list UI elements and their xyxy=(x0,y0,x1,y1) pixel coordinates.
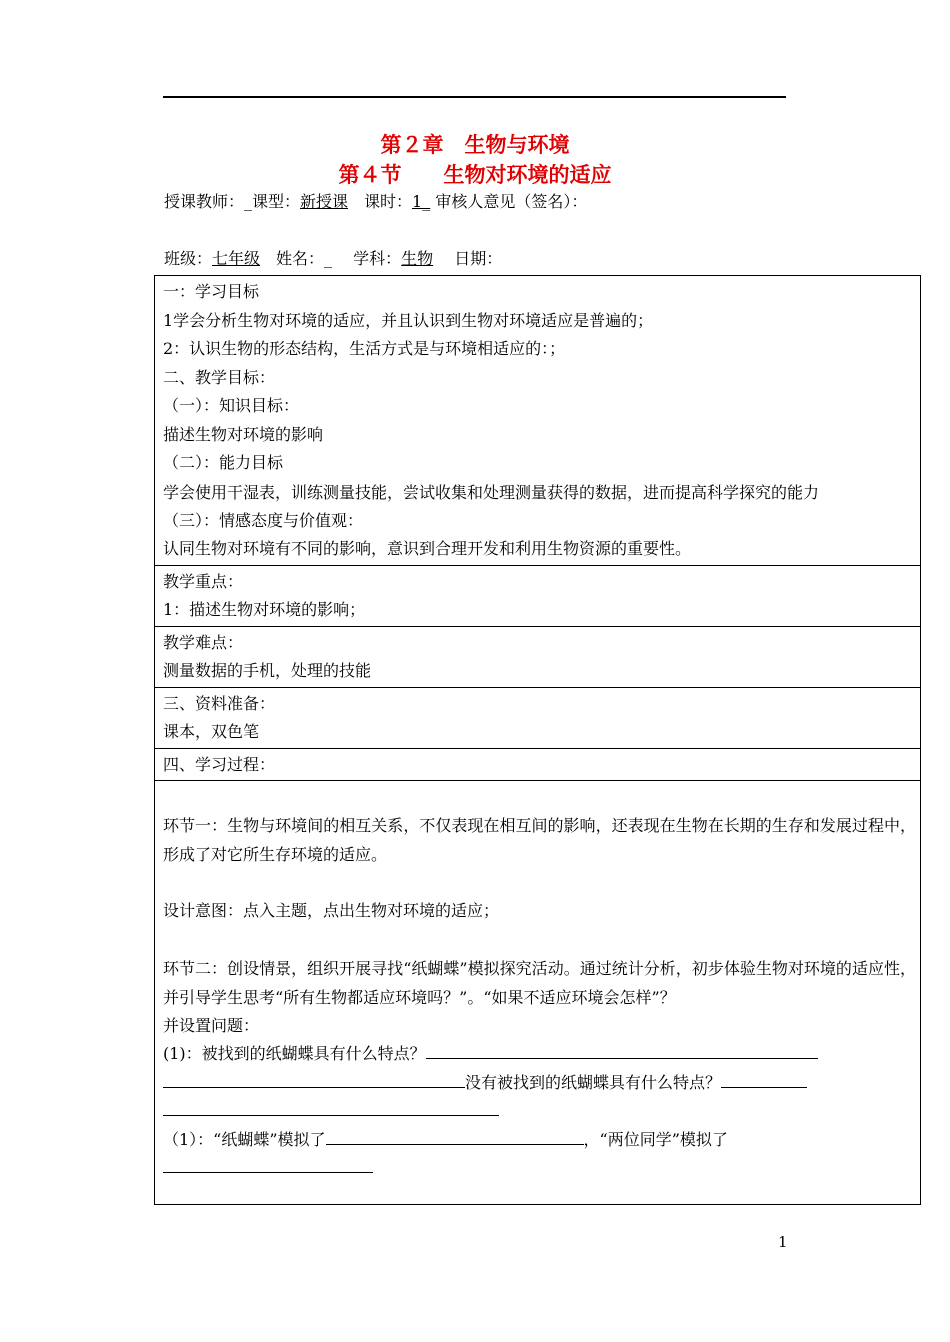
class-label: 班级： xyxy=(164,249,213,268)
lesson-plan-table xyxy=(154,275,921,1205)
key-points-heading: 教学重点： xyxy=(163,571,244,591)
materials-section xyxy=(155,688,920,749)
review-label: 审核人意见（签名）： xyxy=(430,192,588,211)
emotion-goal-text: 认同生物对环境有不同的影响，意识到合理开发和利用生物资源的重要性。 xyxy=(163,539,692,558)
goal-item-1: 1学会分析生物对环境的适应，并且认识到生物对环境适应是普遍的； xyxy=(163,310,654,330)
subject-value: 生物 xyxy=(401,249,434,268)
difficulties-section xyxy=(155,627,920,688)
knowledge-goal-text: 描述生物对环境的影响 xyxy=(163,424,324,444)
question-2b-line xyxy=(163,1154,916,1183)
class-value: 七年级 xyxy=(212,249,261,268)
ability-goal-text: 学会使用干湿表，训练测量技能，尝试收集和处理测量获得的数据，进而提高科学探究的能力 xyxy=(163,482,820,502)
meta-line-teacher xyxy=(164,190,587,214)
teaching-goals-heading: 二、教学目标： xyxy=(163,367,276,387)
key-point-item-1: 1：描述生物对环境的影响； xyxy=(163,600,366,619)
date-label: 日期： xyxy=(433,249,503,268)
page-number: 1 xyxy=(778,1233,788,1251)
goals-section xyxy=(155,276,920,566)
question-2b-text: ，“两位同学”模拟了 xyxy=(583,1129,728,1149)
question-2-line xyxy=(163,1126,916,1155)
question-1b-text: 没有被找到的纸蝴蝶具有什么特点？ xyxy=(465,1072,722,1092)
answer-blank[interactable] xyxy=(326,1126,584,1145)
teacher-label: 授课教师：_课型： xyxy=(164,192,301,211)
name-subject-label: 姓名：_ 学科： xyxy=(260,249,402,268)
chapter-title: 第２章 生物与环境 xyxy=(380,132,570,157)
goal-item-2: 2：认识生物的形态结构，生活方式是与环境相适应的：； xyxy=(163,339,566,358)
materials-text: 课本，双色笔 xyxy=(163,722,260,741)
answer-blank[interactable] xyxy=(721,1069,807,1088)
question-1-line xyxy=(163,1040,916,1069)
process-heading-section xyxy=(155,749,920,782)
difficulties-text: 测量数据的手机，处理的技能 xyxy=(163,661,372,680)
process-step-2: 环节二：创设情景，组织开展寻找“纸蝴蝶”模拟探究活动。通过统计分析，初步体验生物对环境的适应性，并引导学生思考“所有生物都适应环境吗？”。“如果不适应环境会怎样”？ xyxy=(163,958,916,1007)
header-rule xyxy=(163,96,786,98)
key-points-section xyxy=(155,566,920,627)
answer-blank[interactable] xyxy=(163,1154,373,1173)
meta-line-class xyxy=(164,247,502,271)
difficulties-heading: 教学难点： xyxy=(163,632,244,652)
design-intent: 设计意图：点入主题，点出生物对环境的适应； xyxy=(163,901,500,920)
section-title: 第４节 生物对环境的适应 xyxy=(338,162,612,187)
answer-blank[interactable] xyxy=(426,1040,818,1059)
question-1-text: (1)：被找到的纸蝴蝶具有什么特点？ xyxy=(163,1044,426,1063)
materials-heading: 三、资料准备： xyxy=(163,693,276,713)
lesson-type-value: 新授课 xyxy=(300,192,349,211)
answer-blank[interactable] xyxy=(163,1097,499,1116)
spacer xyxy=(163,783,916,811)
goals-heading: 一：学习目标 xyxy=(163,282,260,301)
lesson-hours-value: 1_ xyxy=(412,192,431,211)
knowledge-goal-heading: （一）：知识目标： xyxy=(163,396,300,415)
process-heading: 四、学习过程： xyxy=(163,754,276,774)
question-1b-line xyxy=(163,1069,916,1098)
process-step-1: 环节一：生物与环境间的相互关系，不仅表现在相互间的影响，还表现在生物在长期的生存和发展过程中，形成了对它所生存环境的适应。 xyxy=(163,816,916,864)
process-section xyxy=(155,781,920,1184)
ability-goal-heading: （二）：能力目标 xyxy=(163,453,284,472)
spacer xyxy=(163,926,916,954)
question-2-text: （1）：“纸蝴蝶”模拟了 xyxy=(163,1129,326,1149)
answer-blank[interactable] xyxy=(163,1069,465,1088)
lesson-hours-label: 课时： xyxy=(348,192,413,211)
spacer xyxy=(163,869,916,897)
questions-intro: 并设置问题： xyxy=(163,1015,260,1035)
question-1c-line xyxy=(163,1097,916,1126)
emotion-goal-heading: （三）：情感态度与价值观： xyxy=(163,510,364,530)
